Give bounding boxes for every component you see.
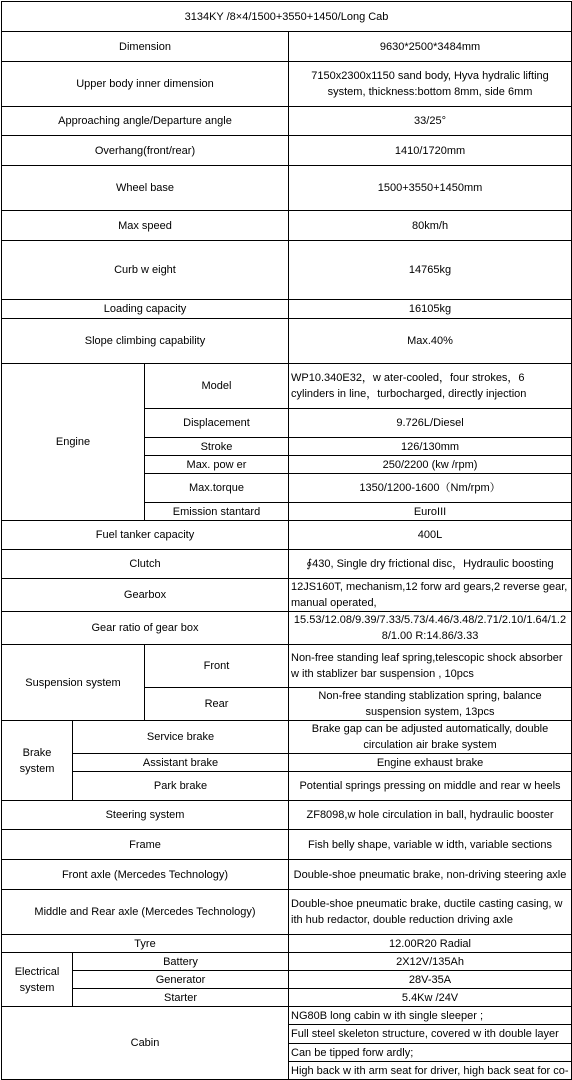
starter-label: Starter bbox=[73, 989, 289, 1007]
row-gearbox bbox=[2, 579, 572, 612]
frame-label: Frame bbox=[2, 830, 289, 860]
steering-label: Steering system bbox=[2, 801, 289, 830]
clutch-label: Clutch bbox=[2, 550, 289, 579]
displacement-value: 9.726L/Diesel bbox=[289, 409, 572, 438]
park-brake-label: Park brake bbox=[73, 772, 289, 801]
rear-axle-label: Middle and Rear axle (Mercedes Technology) bbox=[2, 890, 289, 935]
displacement-label: Displacement bbox=[145, 409, 289, 438]
row-brake-park bbox=[2, 772, 572, 801]
row-electrical-generator bbox=[2, 971, 572, 989]
generator-value: 28V-35A bbox=[289, 971, 572, 989]
row-suspension-front bbox=[2, 645, 572, 688]
row-brake-assistant bbox=[2, 754, 572, 772]
row-engine-model bbox=[2, 364, 572, 409]
title-row bbox=[2, 2, 572, 32]
row-upper-body bbox=[2, 62, 572, 107]
suspension-front-value: Non-free standing leaf spring,telescopic shock absorber w ith stablizer bar suspension , 10pcs bbox=[289, 645, 572, 688]
electrical-label: Electrical system bbox=[2, 953, 73, 1007]
upper-body-value: 7150x2300x1150 sand body, Hyva hydralic lifting system, thickness:bottom 8mm, side 6mm bbox=[289, 62, 572, 107]
row-electrical-battery bbox=[2, 953, 572, 971]
gear-ratio-label: Gear ratio of gear box bbox=[2, 612, 289, 645]
clutch-value: ∮430, Single dry frictional disc，Hydraulic boosting bbox=[289, 550, 572, 579]
front-axle-label: Front axle (Mercedes Technology) bbox=[2, 860, 289, 890]
power-value: 250/2200 (kw /rpm) bbox=[289, 456, 572, 474]
rear-axle-value: Double-shoe pneumatic brake, ductile casting casing, w ith hub redactor, double reduction driving axle bbox=[289, 890, 572, 935]
power-label: Max. pow er bbox=[145, 456, 289, 474]
overhang-value: 1410/1720mm bbox=[289, 136, 572, 166]
dimension-label: Dimension bbox=[2, 32, 289, 62]
fuel-label: Fuel tanker capacity bbox=[2, 521, 289, 550]
row-curb-weight bbox=[2, 241, 572, 300]
gearbox-value: 12JS160T, mechanism,12 forw ard gears,2 reverse gear, manual operated, bbox=[289, 579, 572, 612]
suspension-label: Suspension system bbox=[2, 645, 145, 721]
max-speed-value: 80km/h bbox=[289, 211, 572, 241]
battery-label: Battery bbox=[73, 953, 289, 971]
loading-value: 16105kg bbox=[289, 300, 572, 319]
gearbox-label: Gearbox bbox=[2, 579, 289, 612]
row-tyre bbox=[2, 935, 572, 953]
wheel-base-value: 1500+3550+1450mm bbox=[289, 166, 572, 211]
row-overhang bbox=[2, 136, 572, 166]
service-brake-label: Service brake bbox=[73, 721, 289, 754]
row-rear-axle bbox=[2, 890, 572, 935]
row-electrical-starter bbox=[2, 989, 572, 1007]
row-fuel bbox=[2, 521, 572, 550]
cabin-item: Can be tipped forw ardly; bbox=[289, 1044, 572, 1062]
row-loading bbox=[2, 300, 572, 319]
stroke-value: 126/130mm bbox=[289, 438, 572, 456]
assistant-brake-value: Engine exhaust brake bbox=[289, 754, 572, 772]
row-angle bbox=[2, 107, 572, 136]
engine-model-value: WP10.340E32，w ater-cooled，four strokes，6 cylinders in line，turbocharged, directly injection bbox=[289, 364, 572, 409]
row-wheel-base bbox=[2, 166, 572, 211]
slope-label: Slope climbing capability bbox=[2, 319, 289, 364]
slope-value: Max.40% bbox=[289, 319, 572, 364]
row-clutch bbox=[2, 550, 572, 579]
emission-value: EuroIII bbox=[289, 503, 572, 521]
row-brake-service bbox=[2, 721, 572, 754]
generator-label: Generator bbox=[73, 971, 289, 989]
torque-value: 1350/1200-1600（Nm/rpm） bbox=[289, 474, 572, 503]
suspension-rear-value: Non-free standing stablization spring, balance suspension system, 13pcs bbox=[289, 688, 572, 721]
stroke-label: Stroke bbox=[145, 438, 289, 456]
table-title: 3134KY /8×4/1500+3550+1450/Long Cab bbox=[2, 2, 572, 32]
row-dimension bbox=[2, 32, 572, 62]
suspension-front-label: Front bbox=[145, 645, 289, 688]
row-cabin-1 bbox=[2, 1007, 572, 1025]
curb-weight-label: Curb w eight bbox=[2, 241, 289, 300]
starter-value: 5.4Kw /24V bbox=[289, 989, 572, 1007]
emission-label: Emission stantard bbox=[145, 503, 289, 521]
row-slope bbox=[2, 319, 572, 364]
steering-value: ZF8098,w hole circulation in ball, hydraulic booster bbox=[289, 801, 572, 830]
tyre-label: Tyre bbox=[2, 935, 289, 953]
row-front-axle bbox=[2, 860, 572, 890]
angle-value: 33/25° bbox=[289, 107, 572, 136]
cabin-item: High back w ith arm seat for driver, high back seat for co- bbox=[289, 1062, 572, 1080]
angle-label: Approaching angle/Departure angle bbox=[2, 107, 289, 136]
cabin-item: Full steel skeleton structure, covered w ith double layer bbox=[289, 1025, 572, 1044]
frame-value: Fish belly shape, variable w idth, variable sections bbox=[289, 830, 572, 860]
engine-label: Engine bbox=[2, 364, 145, 521]
fuel-value: 400L bbox=[289, 521, 572, 550]
overhang-label: Overhang(front/rear) bbox=[2, 136, 289, 166]
row-max-speed bbox=[2, 211, 572, 241]
cabin-label: Cabin bbox=[2, 1007, 289, 1080]
cabin-item: NG80B long cabin w ith single sleeper ; bbox=[289, 1007, 572, 1025]
suspension-rear-label: Rear bbox=[145, 688, 289, 721]
row-steering bbox=[2, 801, 572, 830]
service-brake-value: Brake gap can be adjusted automatically, double circulation air brake system bbox=[289, 721, 572, 754]
upper-body-label: Upper body inner dimension bbox=[2, 62, 289, 107]
brake-label: Brake system bbox=[2, 721, 73, 801]
max-speed-label: Max speed bbox=[2, 211, 289, 241]
battery-value: 2X12V/135Ah bbox=[289, 953, 572, 971]
park-brake-value: Potential springs pressing on middle and rear w heels bbox=[289, 772, 572, 801]
assistant-brake-label: Assistant brake bbox=[73, 754, 289, 772]
torque-label: Max.torque bbox=[145, 474, 289, 503]
engine-model-label: Model bbox=[145, 364, 289, 409]
wheel-base-label: Wheel base bbox=[2, 166, 289, 211]
loading-label: Loading capacity bbox=[2, 300, 289, 319]
dimension-value: 9630*2500*3484mm bbox=[289, 32, 572, 62]
front-axle-value: Double-shoe pneumatic brake, non-driving steering axle bbox=[289, 860, 572, 890]
curb-weight-value: 14765kg bbox=[289, 241, 572, 300]
gear-ratio-value: 15.53/12.08/9.39/7.33/5.73/4.46/3.48/2.71/2.10/1.64/1.28/1.00 R:14.86/3.33 bbox=[289, 612, 572, 645]
row-gear-ratio bbox=[2, 612, 572, 645]
tyre-value: 12.00R20 Radial bbox=[289, 935, 572, 953]
row-frame bbox=[2, 830, 572, 860]
spec-table bbox=[1, 1, 572, 1080]
